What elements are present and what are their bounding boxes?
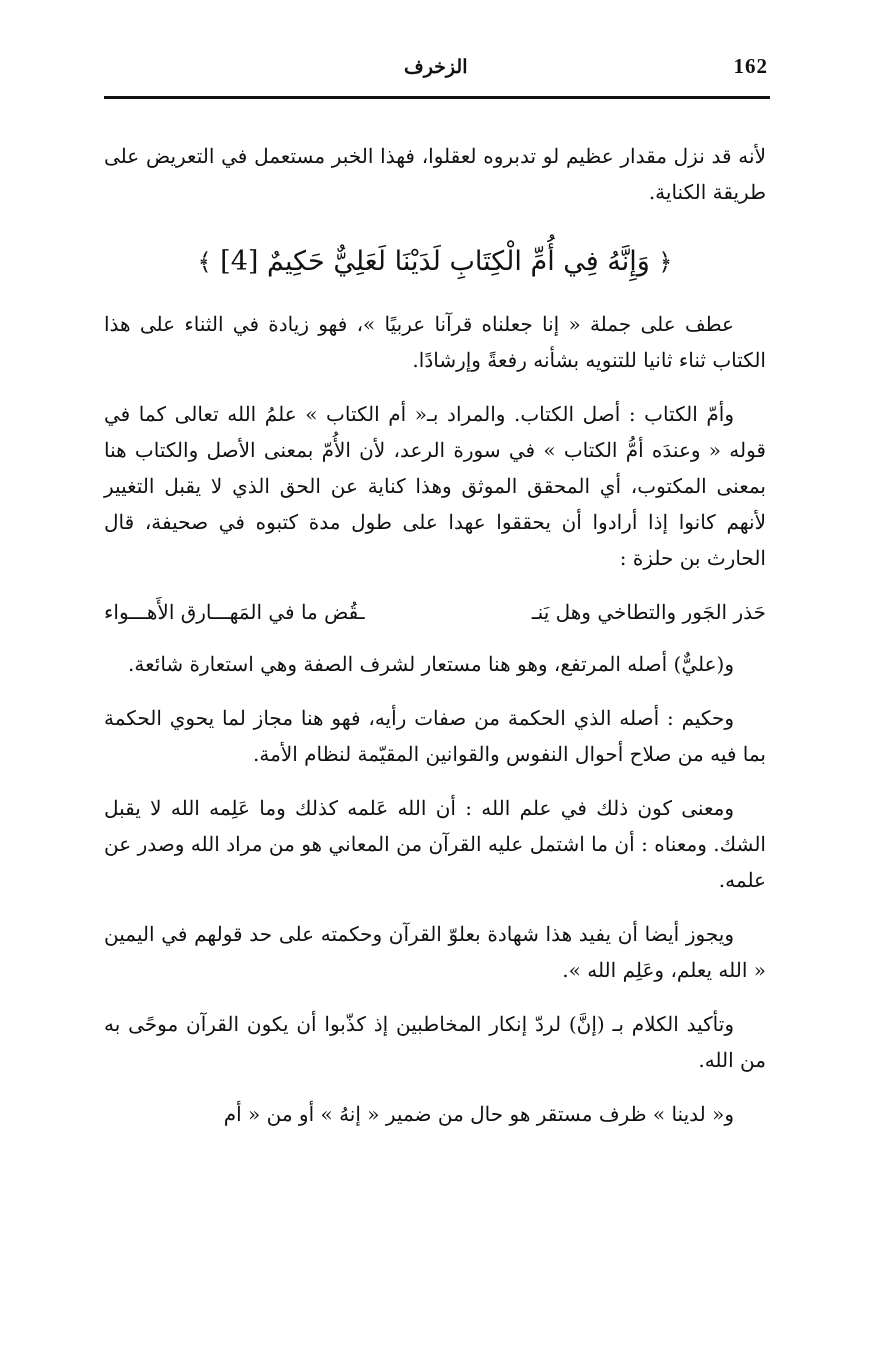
paragraph-6: ومعنى كون ذلك في علم الله : أن الله عَلمه كذلك وما عَلِمه الله لا يقبل الشك. ومعناه : أن ما اشتمل عليه القرآن من المعاني هو من مراد الله وصدر عن علمه.: [104, 796, 766, 892]
page-number: 162: [733, 54, 768, 78]
quran-verse: [104, 238, 766, 286]
verse-number: [4]: [220, 246, 259, 277]
paragraph-5: وحكيم : أصله الذي الحكمة من صفات رأيه، فهو هنا مجاز لما يحوي الحكمة بما فيه من صلاح أحوال النفوس والقوانين المقيّمة لنظام الأمة.: [104, 706, 766, 766]
verse-text: وَإِنَّهُ فِي أُمِّ الْكِتَابِ لَدَيْنَا لَعَلِيٌّ حَكِيمٌ: [267, 246, 650, 277]
verse-close-bracket: ﴾: [197, 248, 212, 276]
paragraph-2: عطف على جملة « إنا جعلناه قرآنا عربيًا »، فهو زيادة في الثناء على هذا الكتاب ثناء ثانيا للتنويه بشأنه رفعةً وإرشادًا.: [104, 312, 766, 372]
running-title: الزخرف: [404, 56, 468, 78]
paragraph-7: ويجوز أيضا أن يفيد هذا شهادة بعلوّ القرآن وحكمته على حد قولهم في اليمين « الله يعلم، وعَلِم الله ».: [104, 922, 766, 982]
paragraph-3: وأمّ الكتاب : أصل الكتاب. والمراد بـ« أم الكتاب » علمُ الله تعالى كما في قوله « وعندَه أمُّ الكتاب » في سورة الرعد، لأن الأُمّ بمعنى الأصل والكتاب هنا بمعنى المكتوب، أي المحقق الموثق وهذا كناية عن الحق الذي لا يقبل التغيير لأنهم كانوا إذا أرادوا أن يحققوا عهدا على طول مدة كتبوه في صحيفة، قال الحارث بن حلزة :: [104, 402, 766, 570]
poem-hemistich-first: حَذر الجَور والتطاخي وهل يَنـ: [531, 600, 766, 624]
verse-open-bracket: ﴿: [658, 248, 673, 276]
page-header: [104, 52, 768, 92]
header-rule: [104, 96, 770, 99]
paragraph-1: لأنه قد نزل مقدار عظيم لو تدبروه لعقلوا، فهذا الخبر مستعمل في التعريض على طريقة الكناية.: [104, 144, 766, 204]
poem-verse: [104, 594, 766, 630]
poem-hemistich-second: ـقُض ما في المَهـــارق الأَهـــواء: [104, 600, 365, 624]
paragraph-4: و(عليٌّ) أصله المرتفع، وهو هنا مستعار لشرف الصفة وهي استعارة شائعة.: [128, 652, 734, 676]
paragraph-9: و« لدينا » ظرف مستقر هو حال من ضمير « إنهُ » أو من « أم: [223, 1102, 734, 1126]
paragraph-8: وتأكيد الكلام بـ (إنَّ) لردّ إنكار المخاطبين إذ كذّبوا أن يكون القرآن موحًى به من الله.: [104, 1012, 766, 1072]
page-body: [104, 138, 766, 1150]
